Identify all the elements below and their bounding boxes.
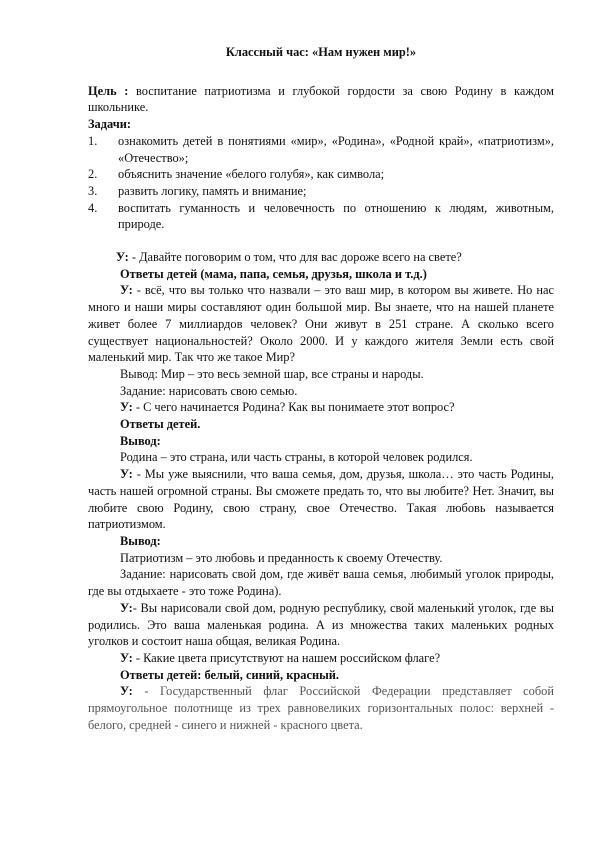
goal-paragraph bbox=[88, 83, 554, 116]
teacher-line: У: - Мы уже выяснили, что ваша семья, дом, друзья, школа… это часть Родины, часть нашей огромной страны. Вы сможете предать то, что вы любите? Нет. Значит, вы любите свою Родину, свою страну, свое Отечество. Такая любовь называется патриотизмом. bbox=[88, 467, 554, 532]
answer-line: Ответы детей. bbox=[120, 417, 201, 432]
answer-line: Ответы детей: белый, синий, красный. bbox=[120, 667, 340, 682]
teacher-line: У: - всё, что вы только что назвали – это ваш мир, в котором вы живете. Но нас много и наши миры составляют один большой мир. Вы знаете, что на нашей планете живет более 7 миллиардов человек? Они живут в 251 стране. А сколько всего существует национальностей? Около 2000. И у каждого жителя Земли есть свой маленький мир. Так что же такое Мир? bbox=[88, 283, 554, 365]
task-item: 4. воспитать гуманность и человечность по отношению к людям, животным, природе. bbox=[88, 200, 554, 232]
page-title: Классный час: «Нам нужен мир!» bbox=[225, 45, 417, 59]
goal-label: Цель : bbox=[88, 83, 129, 98]
definition-line: Родина – это страна, или часть страны, в которой человек родился. bbox=[120, 450, 473, 465]
teacher-line: У: - С чего начинается Родина? Как вы понимаете этот вопрос? bbox=[120, 400, 455, 415]
goal-text: воспитание патриотизма и глубокой гордости за свою Родину в каждом школьнике. bbox=[88, 83, 554, 115]
teacher-line: У: - Какие цвета присутствуют на нашем российском флаге? bbox=[120, 650, 441, 665]
teacher-line: У: - Государственный флаг Российской Федерации представляет собой прямоугольное полотнище из трех равновеликих горизонтальных полос: верхней - белого, средней - синего и нижней - красного цвета. bbox=[88, 684, 554, 732]
conclusion-line: Вывод: Мир – это весь земной шар, все страны и народы. bbox=[120, 366, 424, 381]
tasks-label: Задачи: bbox=[88, 117, 131, 132]
tasks-list bbox=[88, 133, 554, 233]
lesson-body bbox=[88, 249, 554, 733]
task-line: Задание: нарисовать свой дом, где живёт ваша семья, любимый уголок природы, где вы отдыхаете - это тоже Родина). bbox=[88, 567, 554, 599]
task-item: 3. развить логику, память и внимание; bbox=[88, 183, 307, 198]
teacher-line: У: - Давайте поговорим о том, что для вас дороже всего на свете? bbox=[116, 250, 462, 265]
task-line: Задание: нарисовать свою семью. bbox=[120, 383, 298, 398]
document-page bbox=[88, 0, 554, 733]
definition-line: Патриотизм – это любовь и преданность к своему Отечеству. bbox=[120, 550, 443, 565]
task-item: 2. объяснить значение «белого голубя», как символа; bbox=[88, 167, 385, 182]
conclusion-label: Вывод: bbox=[120, 533, 161, 548]
task-item: 1. ознакомить детей в понятиями «мир», «Родина», «Родной край», «патриотизм», «Отечество»; bbox=[88, 133, 554, 165]
teacher-line: У:- Вы нарисовали свой дом, родную республику, свой маленький уголок, где вы родились. Это ваша маленькая родина. А из множества таких маленьких родных уголков и состоит наша общая, великая Родина. bbox=[88, 600, 554, 649]
answer-line: Ответы детей (мама, папа, семья, друзья, школа и т.д.) bbox=[120, 266, 427, 281]
conclusion-label: Вывод: bbox=[120, 433, 161, 448]
